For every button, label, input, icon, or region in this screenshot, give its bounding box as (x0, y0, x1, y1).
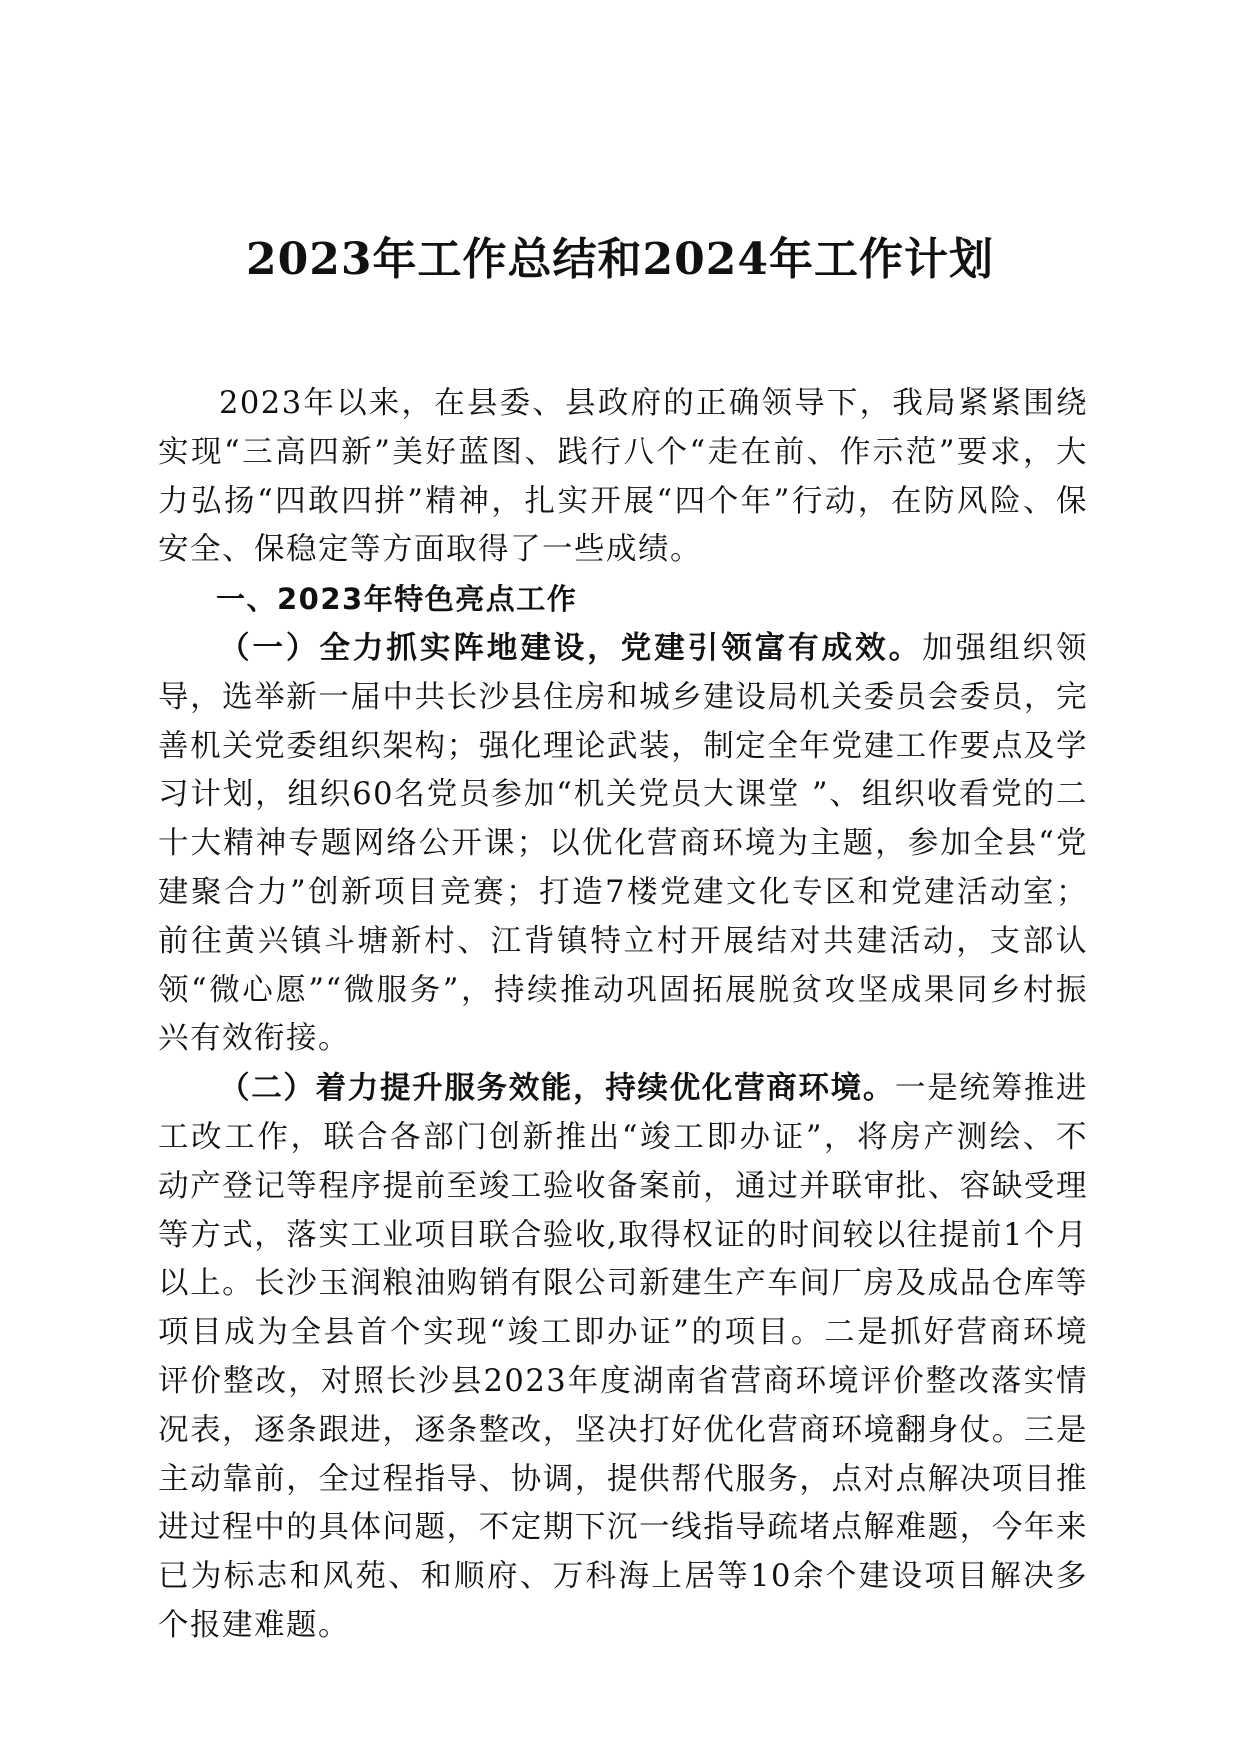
item-2-text: 一是统筹推进工改工作，联合各部门创新推出“竣工即办证”，将房产测绘、不动产登记等程序提前至竣工验收备案前，通过并联审批、容缺受理等方式，落实工业项目联合验收,取得权证的时间较以往提前1个月以上。长沙玉润粮油购销有限公司新建生产车间厂房及成品仓库等项目成为全县首个实现“竣工即办证”的项目。二是抓好营商环境评价整改，对照长沙县2023年度湖南省营商环境评价整改落实情况表，逐条跟进，逐条整改，坚决打好优化营商环境翻身仗。三是主动靠前，全过程指导、协调，提供帮代服务，点对点解决项目推进过程中的具体问题，不定期下沉一线指导疏堵点解难题，今年来已为标志和风苑、和顺府、万科海上居等10余个建设项目解决多个报建难题。 (158, 1071, 1089, 1643)
item-paragraph-1 (158, 624, 1088, 1064)
intro-paragraph: 2023年以来，在县委、县政府的正确领导下，我局紧紧围绕实现“三高四新”美好蓝图、践行八个“走在前、作示范”要求，大力弘扬“四敢四拼”精神，扎实开展“四个年”行动，在防风险、保安全、保稳定等方面取得了一些成绩。 (158, 386, 1088, 568)
section-heading: 一、2023年特色亮点工作 (216, 582, 578, 617)
item-1-text: 加强组织领导，选举新一届中共长沙县住房和城乡建设局机关委员会委员，完善机关党委组织架构；强化理论武装，制定全年党建工作要点及学习计划，组织60名党员参加“机关党员大课堂 ”、组织收看党的二十大精神专题网络公开课；以优化营商环境为主题，参加全县“党建聚合力”创新项目竞赛；打造7楼党建文化专区和党建活动室；前往黄兴镇斗塘新村、江背镇特立村开展结对共建活动，支部认领“微心愿”“微服务”，持续推动巩固拓展脱贫攻坚成果同乡村振兴有效衔接。 (158, 630, 1089, 1057)
item-2-lead: （二）着力提升服务效能，持续优化营商环境。 (219, 1070, 896, 1107)
item-paragraph-2 (158, 1064, 1088, 1651)
item-1-lead: （一）全力抓实阵地建设，党建引领富有成效。 (219, 629, 923, 666)
document-body (158, 380, 1088, 1651)
document-title: 2023年工作总结和2024年工作计划 (246, 234, 994, 285)
